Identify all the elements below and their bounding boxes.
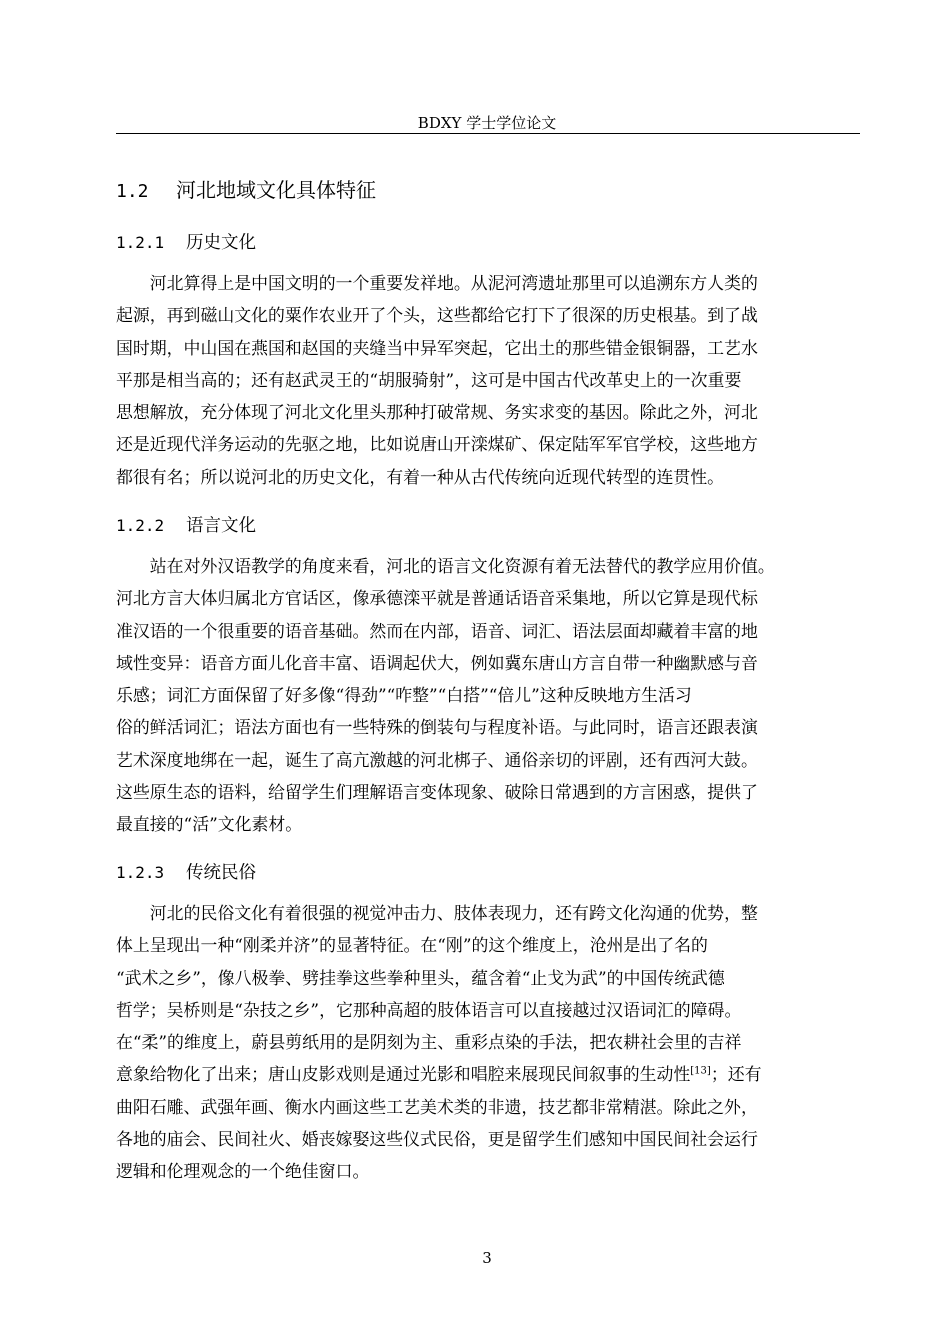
subsection-title: 历史文化: [186, 233, 256, 253]
text-line: 最直接的“活”文化素材。: [116, 814, 303, 835]
text-line: 体上呈现出一种“刚柔并济”的显著特征。在“刚”的这个维度上，沧州是出了名的: [116, 935, 708, 956]
text-line: 各地的庙会、民间社火、婚丧嫁娶这些仪式民俗，更是留学生们感知中国民间社会运行: [116, 1129, 758, 1150]
subsection-heading: [116, 231, 858, 255]
text-line: [116, 1058, 860, 1090]
page-number: 3: [482, 1249, 492, 1267]
text-line-segment: 意象给物化了出来；唐山皮影戏则是通过光影和唱腔来展现民间叙事的生动性: [116, 1064, 691, 1085]
text-line: 还是近现代洋务运动的先驱之地，比如说唐山开滦煤矿、保定陆军军官学校，这些地方: [116, 434, 758, 455]
text-line: 起源，再到磁山文化的粟作农业开了个头，这些都给它打下了很深的历史根基。到了战: [116, 305, 758, 326]
subsection-number: 1.2.2: [116, 516, 165, 535]
running-header: BDXY 学士学位论文: [417, 114, 557, 132]
text-line: 站在对外汉语教学的角度来看，河北的语言文化资源有着无法替代的教学应用价值。: [149, 556, 775, 576]
section-heading: [116, 177, 858, 205]
text-line: “武术之乡”，像八极拳、劈挂拳这些拳种里头，蕴含着“止戈为武”的中国传统武德: [116, 967, 725, 988]
text-line: 这些原生态的语料，给留学生们理解语言变体现象、破除日常遇到的方言困惑，提供了: [116, 782, 758, 803]
citation-reference[interactable]: [13]: [690, 1065, 711, 1077]
text-line: 艺术深度地绑在一起，诞生了高亢激越的河北梆子、通俗亲切的评剧，还有西河大鼓。: [116, 749, 758, 770]
text-line: 在“柔”的维度上，蔚县剪纸用的是阴刻为主、重彩点染的手法，把农耕社会里的吉祥: [116, 1032, 742, 1053]
subsection-number: 1.2.1: [116, 233, 165, 252]
text-line: 思想解放，充分体现了河北文化里头那种打破常规、务实求变的基因。除此之外，河北: [116, 402, 758, 423]
paragraph-folk-customs: [116, 897, 860, 1188]
text-line: 俗的鲜活词汇；语法方面也有一些特殊的倒装句与程度补语。与此同时，语言还跟表演: [116, 717, 758, 738]
text-line-segment: ；还有: [710, 1064, 762, 1085]
paragraph-history: [116, 267, 860, 493]
subsection-title: 传统民俗: [186, 863, 256, 883]
text-line: 准汉语的一个很重要的语音基础。然而在内部，语音、词汇、语法层面却藏着丰富的地: [116, 620, 758, 641]
section-title: 河北地域文化具体特征: [176, 178, 376, 202]
subsection-heading: [116, 861, 858, 885]
section-number: 1.2: [116, 181, 149, 202]
text-line: 国时期，中山国在燕国和赵国的夹缝当中异军突起，它出土的那些错金银铜器，工艺水: [116, 337, 758, 358]
text-line: 都很有名；所以说河北的历史文化，有着一种从古代传统向近现代转型的连贯性。: [116, 466, 725, 487]
subsection-number: 1.2.3: [116, 863, 165, 882]
paragraph-language: [116, 550, 860, 841]
text-line: 河北方言大体归属北方官话区，像承德滦平就是普通话语音采集地，所以它算是现代标: [116, 588, 758, 609]
text-line: 河北算得上是中国文明的一个重要发祥地。从泥河湾遗址那里可以追溯东方人类的: [149, 273, 758, 293]
text-line: 哲学；吴桥则是“杂技之乡”，它那种高超的肢体语言可以直接越过汉语词汇的障碍。: [116, 999, 742, 1020]
text-line: 逻辑和伦理观念的一个绝佳窗口。: [116, 1161, 370, 1182]
subsection-heading: [116, 514, 858, 538]
text-line: 河北的民俗文化有着很强的视觉冲击力、肢体表现力，还有跨文化沟通的优势，整: [149, 903, 758, 923]
header-rule: [116, 133, 860, 134]
text-line: 曲阳石雕、武强年画、衡水内画这些工艺美术类的非遗，技艺都非常精湛。除此之外，: [116, 1096, 758, 1117]
subsection-title: 语言文化: [186, 516, 256, 536]
text-line: 域性变异：语音方面儿化音丰富、语调起伏大，例如冀东唐山方言自带一种幽默感与音: [116, 652, 758, 673]
text-line: 平那是相当高的；还有赵武灵王的“胡服骑射”，这可是中国古代改革史上的一次重要: [116, 369, 742, 390]
text-line: 乐感；词汇方面保留了好多像“得劲”“咋整”“白搭”“倍儿”这种反映地方生活习: [116, 685, 692, 706]
